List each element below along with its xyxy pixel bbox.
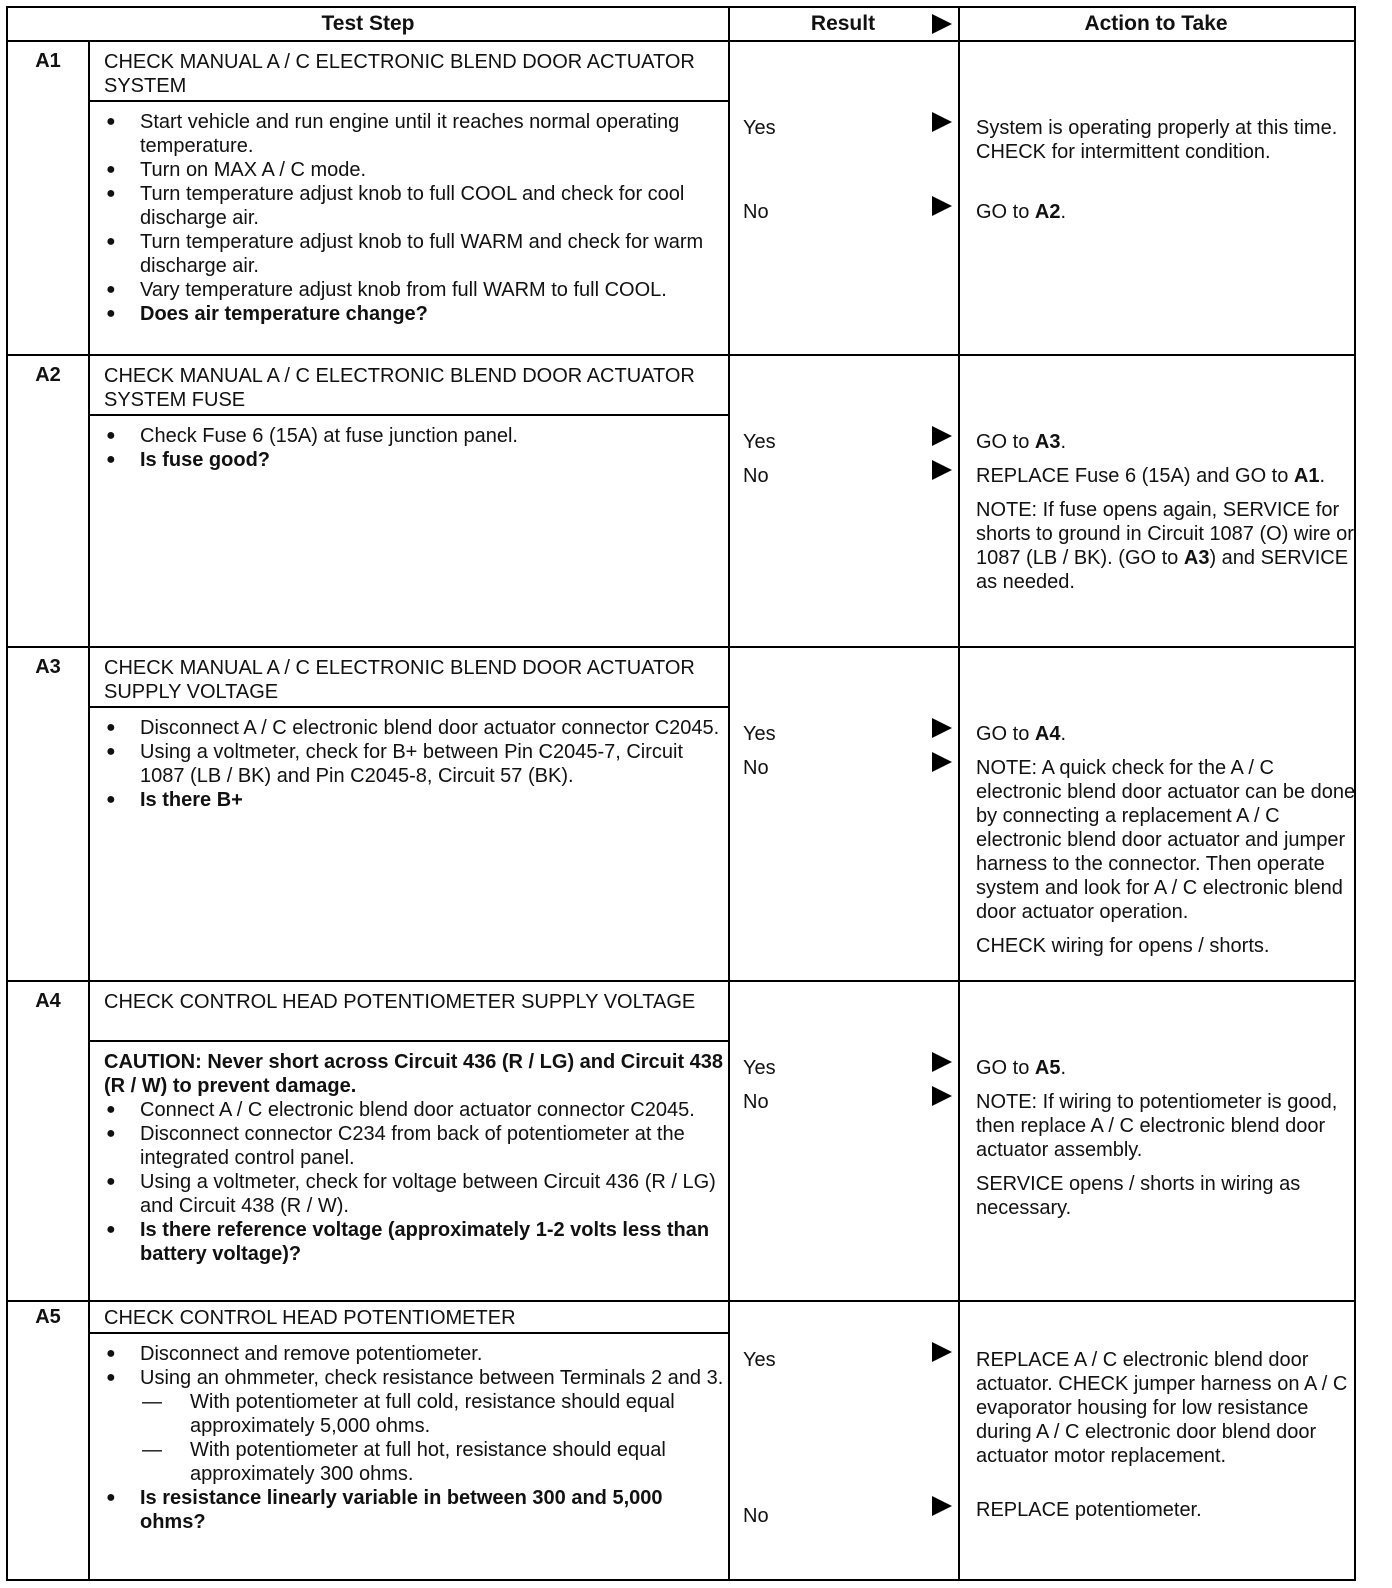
step-bullet: ● Turn on MAX A / C mode. xyxy=(104,158,724,182)
step-bullet: ● Start vehicle and run engine until it reaches normal operating temperature. xyxy=(104,110,724,158)
action-yes xyxy=(976,430,1356,454)
sub-item: — With potentiometer at full cold, resistance should equal approximately 5,000 ohms. xyxy=(104,1390,724,1438)
row-divider xyxy=(8,646,1354,648)
column-divider-result xyxy=(728,8,730,1579)
step-id: A2 xyxy=(35,364,61,386)
step-reference: A2 xyxy=(1034,201,1061,223)
action-yes: System is operating properly at this time. CHECK for intermittent condition. xyxy=(976,117,1338,163)
result-no: No xyxy=(743,201,769,223)
action-text: REPLACE Fuse 6 (15A) and GO to xyxy=(976,465,1294,487)
arrow-icon xyxy=(932,1342,952,1362)
action-text: GO to xyxy=(976,431,1035,453)
arrow-icon xyxy=(932,1052,952,1072)
step-reference: A5 xyxy=(1034,1057,1061,1079)
sub-item: — With potentiometer at full hot, resistance should equal approximately 300 ohms. xyxy=(104,1438,724,1486)
step-reference: A3 xyxy=(1034,431,1061,453)
step-reference: A1 xyxy=(1293,465,1320,487)
step-bullet: ● Turn temperature adjust knob to full COOL and check for cool discharge air. xyxy=(104,182,724,230)
step-question: ● Is there reference voltage (approximately 1-2 volts less than battery voltage)? xyxy=(104,1218,724,1266)
step-title: CHECK MANUAL A / C ELECTRONIC BLEND DOOR ACTUATOR SYSTEM xyxy=(104,51,695,97)
action-text: . xyxy=(1060,431,1067,453)
action-no xyxy=(976,464,1356,604)
header-action: Action to Take xyxy=(1084,12,1228,35)
arrow-icon xyxy=(932,426,952,446)
step-title: CHECK CONTROL HEAD POTENTIOMETER xyxy=(104,1307,516,1329)
step-body xyxy=(104,1050,724,1266)
action-text: . xyxy=(1060,723,1067,745)
step-question: ● Is resistance linearly variable in between 300 and 5,000 ohms? xyxy=(104,1486,724,1534)
row-divider xyxy=(8,354,1354,356)
step-bullet: ● Using a voltmeter, check for B+ between Pin C2045-7, Circuit 1087 (LB / BK) and Pin C2045-8, Circuit 57 (BK). xyxy=(104,740,724,788)
title-divider xyxy=(88,100,728,102)
action-note: NOTE: A quick check for the A / C electronic blend door actuator can be done by connecting a replacement A / C electronic blend door actuator and jumper harness to the connector. Then operate system and look for A / C electronic blend door actuator operation. xyxy=(976,757,1356,923)
step-id: A5 xyxy=(35,1306,61,1328)
result-yes: Yes xyxy=(743,431,776,453)
result-no: No xyxy=(743,757,769,779)
header-divider xyxy=(8,40,1354,42)
arrow-icon xyxy=(932,1086,952,1106)
step-body xyxy=(104,110,724,326)
step-id: A4 xyxy=(35,990,61,1012)
arrow-icon xyxy=(932,752,952,772)
action-note xyxy=(976,498,1356,594)
column-divider-action xyxy=(958,8,960,1579)
arrow-icon xyxy=(932,1496,952,1516)
step-question: ● Is there B+ xyxy=(104,788,724,812)
result-no: No xyxy=(743,465,769,487)
step-question: ● Does air temperature change? xyxy=(104,302,724,326)
step-id: A3 xyxy=(35,656,61,678)
result-no: No xyxy=(743,1091,769,1113)
header-test-step: Test Step xyxy=(321,12,415,35)
step-bullet: ● Connect A / C electronic blend door actuator connector C2045. xyxy=(104,1098,724,1122)
row-divider xyxy=(8,980,1354,982)
step-body xyxy=(104,716,724,812)
step-bullet: ● Turn temperature adjust knob to full WARM and check for warm discharge air. xyxy=(104,230,724,278)
header-arrow-icon xyxy=(932,14,952,34)
result-yes: Yes xyxy=(743,723,776,745)
caution-text: CAUTION: Never short across Circuit 436 (R / LG) and Circuit 438 (R / W) to prevent damage. xyxy=(104,1051,724,1097)
action-yes: REPLACE A / C electronic blend door actuator. CHECK jumper harness on A / C evaporator housing for low resistance during A / C electronic door blend door actuator motor replacement. xyxy=(976,1349,1348,1467)
result-yes: Yes xyxy=(743,117,776,139)
step-body xyxy=(104,424,724,472)
title-divider xyxy=(88,706,728,708)
arrow-icon xyxy=(932,112,952,132)
arrow-icon xyxy=(932,718,952,738)
step-bullet: ● Disconnect and remove potentiometer. xyxy=(104,1342,724,1366)
step-bullet: ● Disconnect connector C234 from back of potentiometer at the integrated control panel. xyxy=(104,1122,724,1170)
title-divider xyxy=(88,1332,728,1334)
action-text: . xyxy=(1060,1057,1067,1079)
action-text: GO to xyxy=(976,723,1035,745)
action-text: . xyxy=(1060,201,1067,223)
step-title: CHECK CONTROL HEAD POTENTIOMETER SUPPLY VOLTAGE xyxy=(104,991,696,1013)
step-bullet: ● Disconnect A / C electronic blend door actuator connector C2045. xyxy=(104,716,724,740)
result-yes: Yes xyxy=(743,1057,776,1079)
action-yes xyxy=(976,1056,1356,1080)
title-divider xyxy=(88,414,728,416)
action-text: . xyxy=(1319,465,1326,487)
action-no xyxy=(976,1090,1356,1230)
step-question: ● Is fuse good? xyxy=(104,448,724,472)
step-title: CHECK MANUAL A / C ELECTRONIC BLEND DOOR ACTUATOR SUPPLY VOLTAGE xyxy=(104,657,695,703)
row-divider xyxy=(8,1300,1354,1302)
step-body xyxy=(104,1342,724,1534)
action-text: NOTE: If fuse opens again, SERVICE for shorts to ground in Circuit 1087 (O) wire or 1087 (LB / BK). (GO to xyxy=(976,499,1354,569)
action-yes xyxy=(976,722,1356,746)
result-yes: Yes xyxy=(743,1349,776,1371)
result-no: No xyxy=(743,1505,769,1527)
arrow-icon xyxy=(932,196,952,216)
step-bullet: ● Using a voltmeter, check for voltage between Circuit 436 (R / LG) and Circuit 438 (R / W). xyxy=(104,1170,724,1218)
action-no: REPLACE potentiometer. xyxy=(976,1499,1202,1521)
step-title: CHECK MANUAL A / C ELECTRONIC BLEND DOOR ACTUATOR SYSTEM FUSE xyxy=(104,365,695,411)
action-text: GO to xyxy=(976,1057,1035,1079)
action-check: CHECK wiring for opens / shorts. xyxy=(976,935,1270,957)
title-divider xyxy=(88,1040,728,1042)
column-divider-id xyxy=(88,40,90,1579)
arrow-icon xyxy=(932,460,952,480)
action-text: ) and SERVICE as needed. xyxy=(976,547,1349,593)
step-reference: A4 xyxy=(1034,723,1061,745)
action-no xyxy=(976,200,1356,224)
step-id: A1 xyxy=(35,50,61,72)
diagnostic-table xyxy=(6,6,1356,1581)
header-result: Result xyxy=(810,12,876,35)
action-text: GO to xyxy=(976,201,1035,223)
action-no xyxy=(976,756,1356,968)
step-bullet: ● Using an ohmmeter, check resistance between Terminals 2 and 3. xyxy=(104,1366,724,1390)
step-bullet: ● Vary temperature adjust knob from full WARM to full COOL. xyxy=(104,278,724,302)
action-note: NOTE: If wiring to potentiometer is good, then replace A / C electronic blend door actuator assembly. xyxy=(976,1091,1338,1161)
action-service: SERVICE opens / shorts in wiring as necessary. xyxy=(976,1173,1301,1219)
step-reference: A3 xyxy=(1183,547,1210,569)
step-bullet: ● Check Fuse 6 (15A) at fuse junction panel. xyxy=(104,424,724,448)
